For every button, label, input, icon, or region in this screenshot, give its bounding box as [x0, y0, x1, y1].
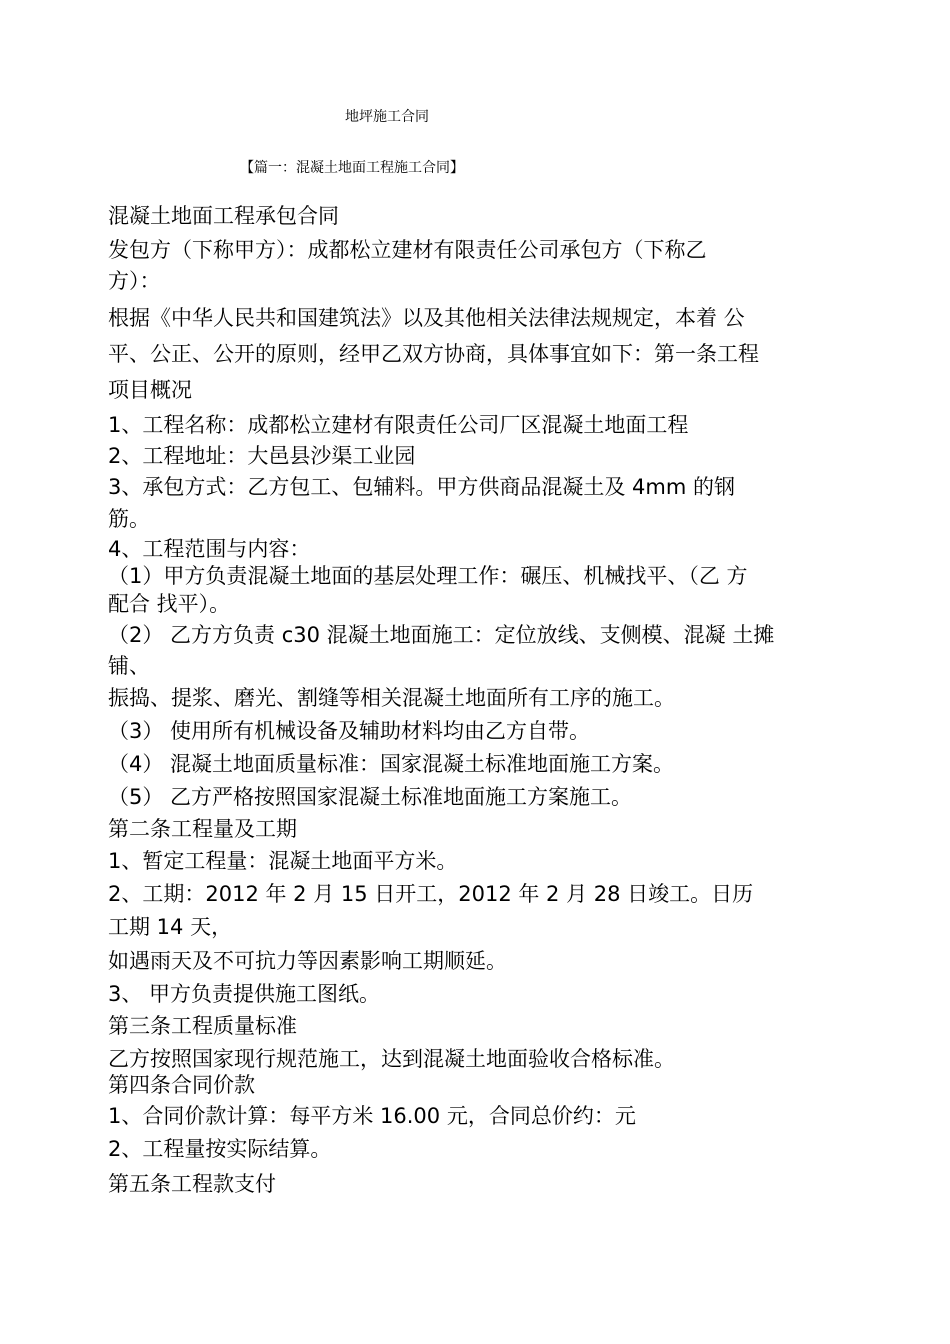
section-heading: 第二条工程量及工期 — [108, 817, 297, 841]
list-item: 1、暂定工程量：混凝土地面平方米。 — [108, 849, 458, 873]
list-item: 4、工程范围与内容： — [108, 537, 311, 561]
paragraph-line: 根据《中华人民共和国建筑法》以及其他相关法律法规规定，本着 公 — [108, 306, 745, 330]
paragraph-line: 如遇雨天及不可抗力等因素影响工期顺延。 — [108, 949, 507, 973]
section-heading: 第四条合同价款 — [108, 1073, 255, 1097]
section-heading: 第三条工程质量标准 — [108, 1014, 297, 1038]
list-item: （3） 使用所有机械设备及辅助材料均由乙方自带。 — [108, 719, 591, 743]
list-item: （4） 混凝土地面质量标准：国家混凝土标准地面施工方案。 — [108, 752, 675, 776]
list-item: 1、工程名称：成都松立建材有限责任公司厂区混凝土地面工程 — [108, 413, 689, 437]
list-item: 振捣、提浆、磨光、割缝等相关混凝土地面所有工序的施工。 — [108, 686, 675, 710]
document-title: 地坪施工合同 — [345, 109, 429, 125]
list-item: 3、承包方式：乙方包工、包辅料。甲方供商品混凝土及 4mm 的钢 — [108, 475, 735, 499]
paragraph-line: 平、公正、公开的原则，经甲乙双方协商，具体事宜如下：第一条工程 — [108, 342, 759, 366]
list-item: 1、合同价款计算：每平方米 16.00 元，合同总价约：元 — [108, 1104, 636, 1128]
list-item: 2、工程地址：大邑县沙渠工业园 — [108, 444, 416, 468]
list-item: 3、 甲方负责提供施工图纸。 — [108, 982, 381, 1006]
paragraph-line: 项目概况 — [108, 378, 192, 402]
list-item: （2） 乙方方负责 c30 混凝土地面施工：定位放线、支侧模、混凝 土摊 — [108, 623, 775, 647]
contract-heading: 混凝土地面工程承包合同 — [108, 204, 339, 228]
paragraph-line: 乙方按照国家现行规范施工，达到混凝土地面验收合格标准。 — [108, 1047, 675, 1071]
paragraph-line: 方）： — [108, 269, 161, 293]
list-item: 配合 找平）。 — [108, 592, 231, 616]
paragraph-line: 发包方（下称甲方）：成都松立建材有限责任公司承包方（下称乙 — [108, 238, 707, 262]
document-subtitle: 【篇一：混凝土地面工程施工合同】 — [240, 160, 464, 176]
list-item: 筋。 — [108, 507, 150, 531]
section-heading: 第五条工程款支付 — [108, 1172, 276, 1196]
list-item: 铺、 — [108, 654, 150, 678]
list-item: 工期 14 天， — [108, 915, 233, 939]
list-item: （5） 乙方严格按照国家混凝土标准地面施工方案施工。 — [108, 785, 633, 809]
list-item: 2、工期：2012 年 2 月 15 日开工，2012 年 2 月 28 日竣工。日历 — [108, 882, 754, 906]
list-item: 2、工程量按实际结算。 — [108, 1137, 332, 1161]
list-item: （1）甲方负责混凝土地面的基层处理工作：碾压、机械找平、（乙 方 — [108, 564, 748, 588]
